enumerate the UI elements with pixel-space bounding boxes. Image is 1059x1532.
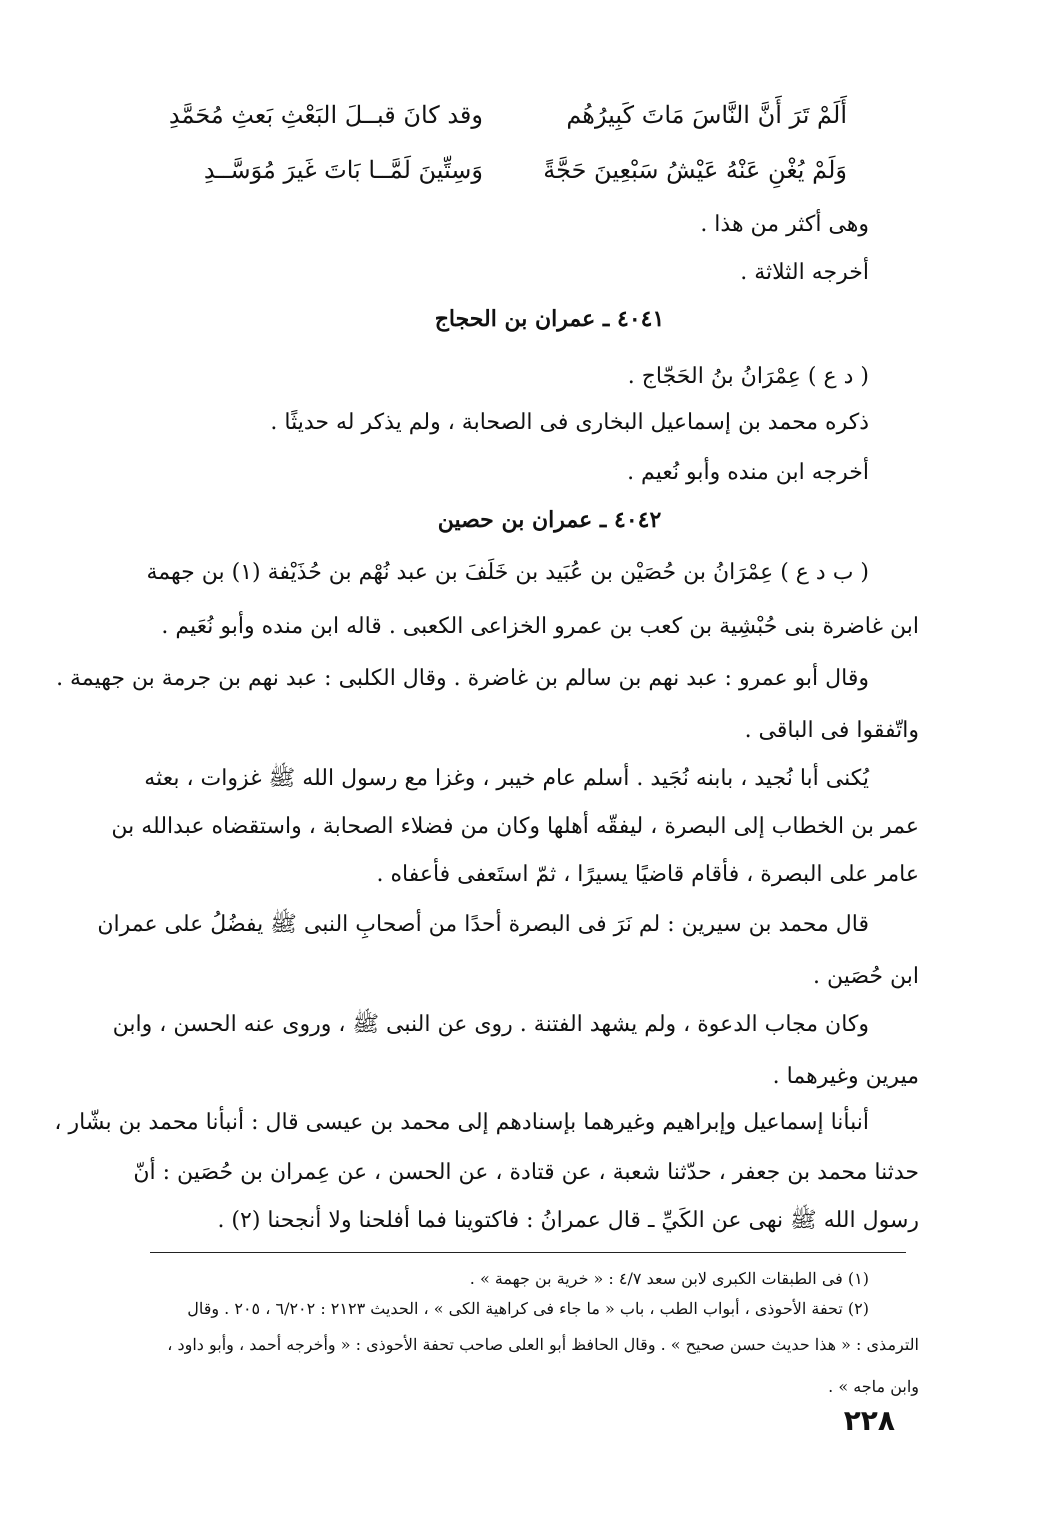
poem-line2-left: وَسِتِّينَ لَمَّــا بَاتَ غَيرَ مُوَسَّــدِ: [203, 156, 483, 184]
para2-line1: وقال أبو عمرو : عبد نهم بن سالم بن غاضرة . وقال الكلبى : عبد نهم بن جرمة بن جهيمة .: [56, 666, 869, 691]
para3-line1: يُكنى أبا نُجيد ، بابنه نُجَيد . أسلم عام خيبر ، وغزا مع رسول الله ﷺ غزوات ، بعثه: [144, 766, 869, 791]
para3-line3: عامر على البصرة ، فأقام قاضيًا يسيرًا ، ثمّ استَعفى فأعفاه .: [376, 862, 919, 887]
poem-line1-left: وقد كانَ قبــلَ البَعْثِ بَعثِ مُحَمَّدِ: [168, 101, 483, 129]
footnote-1: (١) فى الطبقات الكبرى لابن سعد ٤/٧ : « خرية بن جهمة » .: [469, 1269, 869, 1288]
para5-line2: ميرين وغيرهما .: [772, 1064, 919, 1089]
para4-line2: ابن حُصَين .: [812, 964, 919, 989]
poem-line2-right: وَلَمْ يُغْنِ عَنْهُ عَيْشُ سَبْعِينَ حَجَّةً: [543, 156, 847, 184]
para6-line1: أنبأنا إسماعيل وإبراهيم وغيرهما بإسنادهم إلى محمد بن عيسى قال : أنبأنا محمد بن بشّار ،: [54, 1110, 869, 1135]
para6-line2: حدثنا محمد بن جعفر ، حدّثنا شعبة ، عن قتادة ، عن الحسن ، عن عِمران بن حُصَين : أنّ: [133, 1160, 919, 1185]
poem-line1-right: أَلَمْ تَرَ أَنَّ النَّاسَ مَاتَ كَبِيرُهُم: [566, 101, 847, 129]
para3-line2: عمر بن الخطاب إلى البصرة ، ليفقّه أهلها وكان من فضلاء الصحابة ، واستقضاه عبدالله بن: [111, 814, 919, 839]
entry-4042-title: ٤٠٤٢ ـ عمران بن حصين: [437, 507, 662, 533]
para1-line1: ( ب د ع ) عِمْرَانُ بن حُصَيْن بن عُبَيد بن خَلَفَ بن عبد نُهْم بن حُذَيْفة (١) بن جهمة: [146, 560, 869, 585]
entry-4041-line3: أخرجه ابن منده وأبو نُعيم .: [627, 460, 869, 485]
para6-line3: رسول الله ﷺ نهى عن الكَيِّ ـ قال عمرانُ : فاكتوينا فما أفلحنا ولا أنجحنا (٢) .: [217, 1208, 919, 1233]
footnote-divider: [150, 1252, 906, 1253]
footnote-2-line3: وابن ماجه » .: [828, 1377, 919, 1396]
para2-line2: واتّفقوا فى الباقى .: [744, 718, 919, 743]
entry-4041-title: ٤٠٤١ ـ عمران بن الحجاج: [434, 306, 665, 332]
para4-line1: قال محمد بن سيرين : لم نَرَ فى البصرة أحدًا من أصحابِ النبى ﷺ يفضُلُ على عمران: [97, 912, 869, 937]
page-number: ٢٢٨: [843, 1404, 895, 1437]
para1-line2: ابن غاضرة بنى حُبْشِية بن كعب بن عمرو الخزاعى الكعبى . قاله ابن منده وأبو نُعَيم .: [161, 614, 919, 639]
entry-4041-line1: ( د ع ) عِمْرَانُ بنُ الحَجّاج .: [627, 364, 869, 389]
footnote-2-line2: الترمذى : « هذا حديث حسن صحيح » . وقال الحافظ أبو العلى صاحب تحفة الأحوذى : « وأخرجه أحمد ، وأبو داود ،: [167, 1335, 919, 1354]
footnote-2-line1: (٢) تحفة الأحوذى ، أبواب الطب ، باب « ما جاء فى كراهية الكى » ، الحديث ٢١٢٣ : ٦/٢٠٢ ، ٢٠٥ . وقال: [187, 1299, 869, 1318]
entry-4041-line2: ذكره محمد بن إسماعيل البخارى فى الصحابة ، ولم يذكر له حديثًا .: [270, 410, 869, 435]
para5-line1: وكان مجاب الدعوة ، ولم يشهد الفتنة . روى عن النبى ﷺ ، وروى عنه الحسن ، وابن: [112, 1012, 869, 1037]
out-three-line: أخرجه الثلاثة .: [740, 260, 869, 285]
more-line: وهى أكثر من هذا .: [700, 212, 869, 237]
